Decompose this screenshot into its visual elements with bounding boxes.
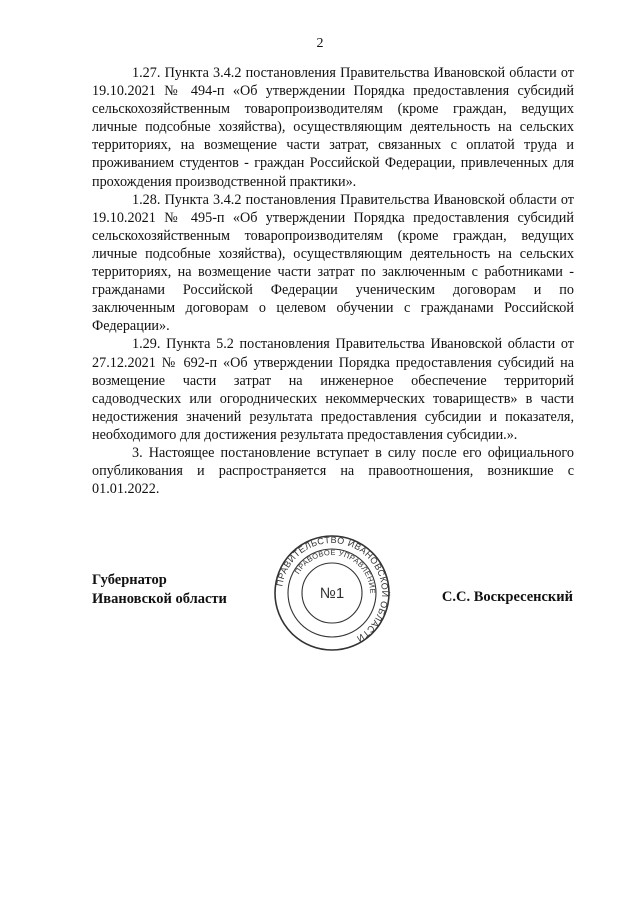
seal-inner-ring-text: ПРАВОВОЕ УПРАВЛЕНИЕ	[292, 547, 378, 595]
document-body	[92, 64, 574, 498]
signatory-title: Губернатор	[92, 572, 167, 588]
paragraph-3: 3. Настоящее постановление вступает в силу после его официального опубликования и распространяется на правоотношения, возникшие с 01.01.2022.	[92, 444, 574, 498]
signatory-position	[92, 571, 227, 609]
paragraph-1-28: 1.28. Пункта 3.4.2 постановления Правительства Ивановской области от 19.10.2021 № 495-п «Об утверждении Порядка предоставления субсидий сельскохозяйственным товаропроизводителям (кроме граждан, ведущих личные подсобные хозяйства), осуществляющим деятельность на сельских территориях, на возмещение части затрат по заключенным с работниками - гражданами Российской Федерации ученическим договорам и по заключенным договорам о целевом обучении с гражданами Российской Федерации».	[92, 191, 574, 335]
official-seal	[272, 533, 392, 653]
seal-number: №1	[319, 585, 345, 602]
page-number: 2	[316, 36, 324, 51]
signatory-name: С.С. Воскресенский	[441, 589, 573, 605]
paragraph-1-27: 1.27. Пункта 3.4.2 постановления Правительства Ивановской области от 19.10.2021 № 494-п «Об утверждении Порядка предоставления субсидий сельскохозяйственным товаропроизводителям (кроме граждан, ведущих личные подсобные хозяйства), осуществляющим деятельность на сельских территориях, на возмещение части затрат, связанных с оплатой труда и проживанием студентов - граждан Российской Федерации, привлеченных для прохождения производственной практики».	[92, 65, 574, 190]
paragraph-1-29: 1.29. Пункта 5.2 постановления Правительства Ивановской области от 27.12.2021 № 692-п «Об утверждении Порядка предоставления субсидий на возмещение части затрат на инженерное обеспечение территорий садоводческих или огороднических некоммерческих товариществ» в части недостижения значений результата предоставления субсидии и показателя, необходимого для достижения результата предоставления субсидии.».	[92, 336, 574, 443]
seal-ring-text: ПРАВИТЕЛЬСТВО ИВАНОВСКОЙ ОБЛАСТИ	[274, 534, 391, 644]
signatory-region: Ивановской области	[92, 591, 227, 607]
